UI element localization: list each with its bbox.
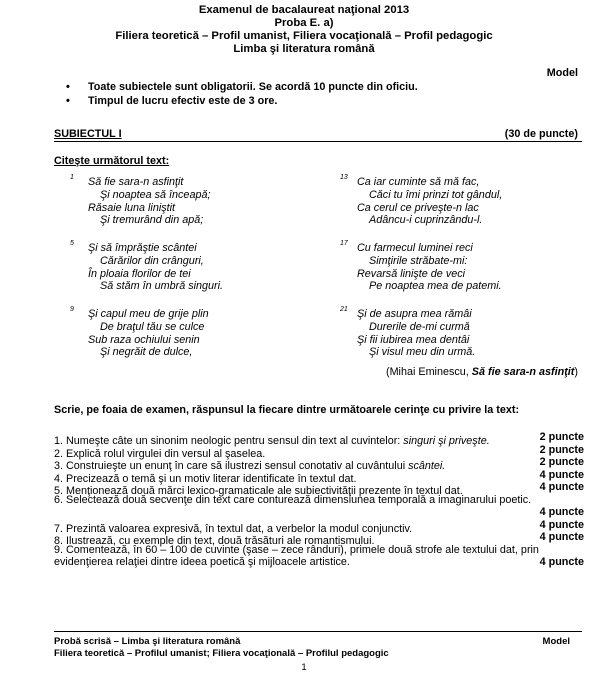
exam-subject: Limba şi literatura română (233, 43, 375, 55)
poem-left-column (70, 176, 290, 374)
line-number: 21 (340, 306, 348, 313)
line-number: 17 (340, 240, 348, 247)
poem-line: Să stăm în umbră singuri. (100, 280, 224, 293)
question-text-line2: evidenţierea relaţiei dintre ideea poetică şi mijloacele artistice. (54, 556, 350, 568)
question-6 (54, 494, 584, 519)
instruction-1: Toate subiectele sunt obligatorii. Se acordă 10 puncte din oficiu. (88, 81, 418, 93)
poem-line: Şi să împrăştie scântei (88, 242, 197, 254)
poem-line: Cu farmecul luminei reci (357, 242, 473, 254)
poem-stanza (340, 242, 590, 308)
question-text: 8. Ilustrează, cu exemple din text, două trăsături ale romantismului. (54, 535, 375, 547)
page-number: 1 (301, 662, 307, 673)
question-text: 5. Menţionează două mărci lexico-gramaticale ale subiectivităţii prezente în textul dat. (54, 485, 463, 497)
poem-line: Adâncu-i cuprinzându-l. (369, 214, 483, 227)
bullet-icon: • (66, 81, 70, 93)
poem-line: Simţirile străbate-mi: (369, 254, 468, 267)
exam-filiera: Filiera teoretică – Profil umanist, Filiera vocaţională – Profil pedagogic (115, 30, 493, 42)
poem-line: Revarsă linişte de veci (357, 267, 466, 280)
question-points: 2 puncte (539, 456, 584, 468)
poem-line: În ploaia florilor de tei (88, 267, 191, 280)
question-8 (54, 531, 584, 547)
poem-line: Şi de asupra mea rămâi (357, 308, 472, 320)
poem-attribution (386, 366, 578, 379)
question-word: scântei. (408, 460, 446, 472)
question-1 (54, 431, 584, 447)
line-number: 13 (340, 174, 348, 181)
question-9 (54, 544, 584, 569)
footer-line1: Probă scrisă – Limba şi literatura română (54, 636, 241, 647)
poem-line: Şi negrăit de dulce, (100, 346, 193, 359)
poem-line: Sub raza ochiului senin (88, 333, 200, 346)
poem-line: Şi visul meu din urmă. (369, 346, 476, 359)
poem-stanza (70, 176, 290, 242)
exam-title: Examenul de bacalaureat naţional 2013 (198, 4, 410, 16)
attribution-title: Să fie sara-n asfinţit (471, 366, 575, 378)
line-number: 1 (70, 174, 74, 181)
question-2 (54, 443, 584, 460)
task-prompt: Scrie, pe foaia de examen, răspunsul la fiecare dintre următoarele cerinţe cu privire la text: (54, 404, 520, 416)
questions-list (54, 431, 584, 569)
poem-right-column (340, 176, 590, 374)
line-number: 5 (70, 240, 74, 247)
question-points: 4 puncte (539, 518, 584, 531)
poem-line: Ca cerul ce priveşte-n lac (357, 201, 479, 214)
poem-line: Răsaie luna liniştit (88, 201, 176, 214)
section-points: (30 de puncte) (504, 128, 578, 140)
poem-stanza (340, 176, 590, 242)
question-7 (54, 518, 584, 535)
bullet-icon: • (66, 95, 70, 107)
model-label: Model (546, 67, 578, 79)
poem-line: Şi tremurând din apă; (100, 214, 204, 227)
exam-proba: Proba E. a) (274, 17, 334, 29)
poem-stanza (70, 242, 290, 308)
question-text: 4. Precizează o temă şi un motiv literar identificate în textul dat. (54, 472, 357, 485)
attribution-close: ) (574, 366, 578, 378)
footer-model: Model (542, 636, 570, 647)
poem-stanza (70, 308, 290, 374)
poem-line: De braţul tău se culce (100, 320, 205, 333)
poem-line: Ca iar cuminte să mă fac, (357, 176, 480, 188)
poem-line: Căci tu îmi prinzi tot gândul, (369, 188, 503, 201)
poem-line: Cărărilor din crânguri, (100, 254, 204, 267)
question-points: 2 puncte (539, 443, 584, 456)
poem-line: Şi noaptea să înceapă; (100, 188, 211, 201)
question-points: 2 puncte (539, 431, 584, 443)
question-3 (54, 456, 584, 472)
section-title: SUBIECTUL I (54, 128, 122, 140)
question-5 (54, 481, 584, 497)
question-words: singuri şi priveşte. (403, 435, 490, 447)
line-number: 9 (70, 306, 74, 313)
instruction-2: Timpul de lucru efectiv este de 3 ore. (88, 95, 278, 107)
poem-line: Pe noaptea mea de patemi. (369, 280, 502, 293)
poem-line: Durerile de-mi curmă (369, 320, 470, 333)
question-text: 1. Numeşte câte un sinonim neologic pentru sensul din text al cuvintelor: (54, 435, 404, 447)
section-divider (54, 141, 582, 142)
question-text: 3. Construieşte un enunţ în care să ilustrezi sensul conotativ al cuvântului (54, 460, 409, 472)
question-text: 6. Selectează două secvenţe din text care conturează dimensiunea temporală a imaginarului poetic. (54, 493, 532, 506)
footer-line2: Filiera teoretică – Profilul umanist; Filiera vocaţională – Profilul pedagogic (54, 648, 389, 659)
poem-line: Şi fii iubirea mea dentâi (357, 333, 470, 346)
footer-divider (54, 631, 582, 632)
question-points: 4 puncte (539, 556, 584, 568)
question-points: 4 puncte (539, 481, 584, 493)
question-4 (54, 468, 584, 485)
question-text-line1: 9. Comentează, în 60 – 100 de cuvinte (şase – zece rânduri), primele două strofe ale textului dat, prin (54, 543, 539, 556)
read-prompt: Citeşte următorul text: (54, 155, 170, 167)
question-text: 2. Explică rolul virgulei din versul al şaselea. (54, 447, 266, 460)
attribution-author: (Mihai Eminescu, (385, 366, 469, 378)
poem-line: Să fie sara-n asfinţit (88, 176, 184, 188)
question-points: 4 puncte (539, 506, 584, 518)
poem-stanza (340, 308, 590, 374)
poem-line: Şi capul meu de grije plin (88, 308, 209, 320)
question-points: 4 puncte (539, 531, 584, 543)
question-points: 4 puncte (539, 468, 584, 481)
question-text: 7. Prezintă valoarea expresivă, în textul dat, a verbelor la modul conjunctiv. (54, 522, 413, 535)
